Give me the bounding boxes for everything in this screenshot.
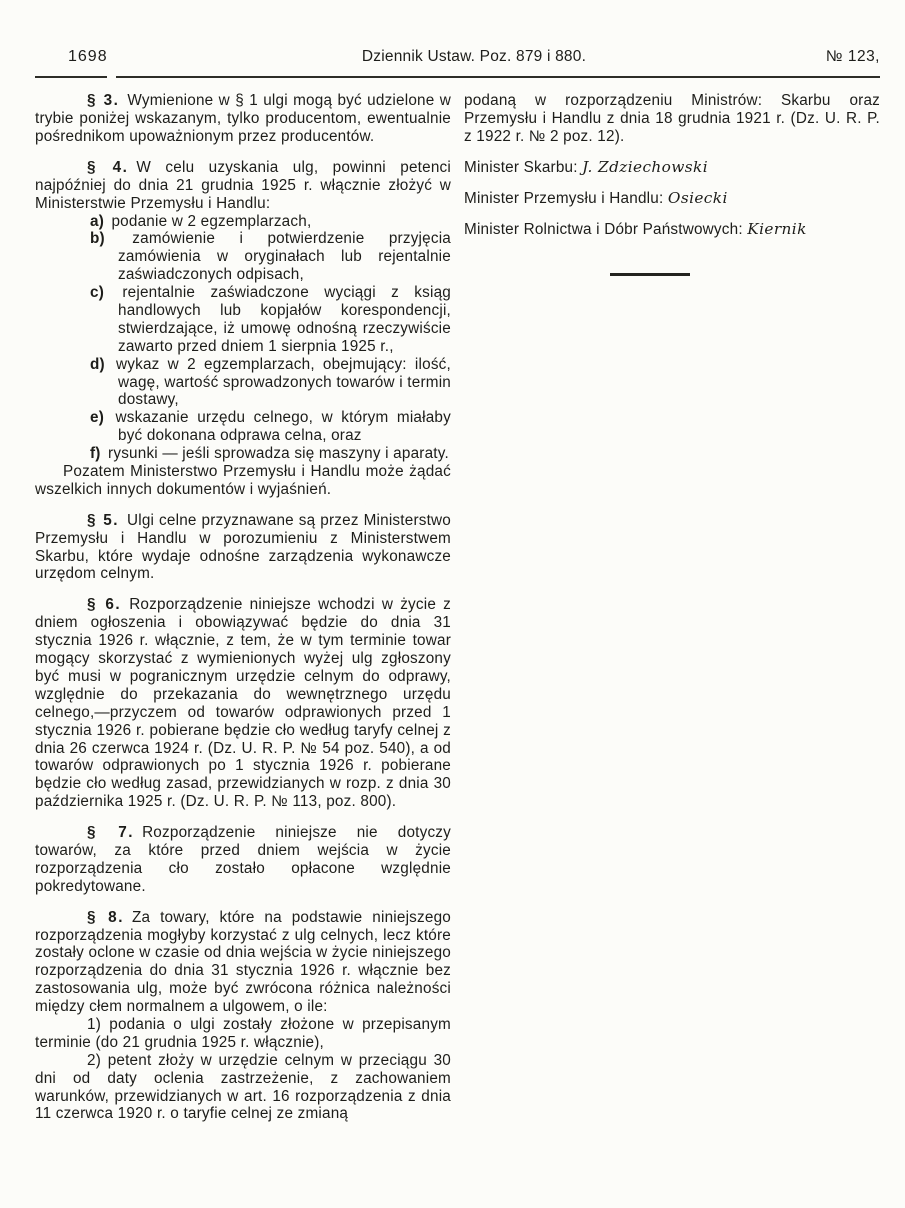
section-5-number: § 5. xyxy=(87,511,119,529)
section-3-text: Wymienione w § 1 ulgi mogą być udzielone w trybie poniżej wskazanym, tylko producentom, ewentualnie pośrednikom upoważnionym przez producentów. xyxy=(35,92,451,145)
page-header xyxy=(35,48,880,67)
section-4-text: W celu uzyskania ulg, powinni petenci najpóźniej do dnia 21 grudnia 1925 r. włącznie złożyć w Ministerstwie Przemysłu i Handlu: xyxy=(35,158,451,212)
condition-point-2-text: petent złoży w urzędzie celnym w przeciągu 30 dni od daty oclenia zastrzeżenie, z zachowaniem warunków, przewidzianych w art. 16 rozporządzenia z dnia 11 czerwca 1920 r. o taryfie celnej ze zmianą xyxy=(35,1051,452,1123)
journal-title: Dziennik Ustaw. Poz. 879 i 880. xyxy=(361,48,587,65)
section-3-number: § 3. xyxy=(87,92,120,110)
section-7-number: § 7. xyxy=(87,824,135,842)
section-6-number: § 6. xyxy=(87,596,122,614)
minister-signature: J. Zdziechowski xyxy=(582,157,708,176)
section-8-number: § 8. xyxy=(87,908,124,926)
paragraph-section-3 xyxy=(35,92,451,146)
minister-title: Minister Przemysłu i Handlu: xyxy=(464,189,664,207)
list-item-c-text: rejentalnie zaświadczone wyciągi z ksiąg handlowych lub kopjałów korespondencji, stwierdzające, iż umowę odnośną rzeczywiście zawarto przed dniem 1 sierpnia 1925 r., xyxy=(118,284,452,355)
list-item-c xyxy=(35,284,451,356)
header-rule-right-segment xyxy=(116,76,880,79)
condition-point-2-label: 2) xyxy=(87,1051,102,1069)
condition-point-1 xyxy=(35,1016,451,1052)
list-item-e-label: e) xyxy=(90,409,105,427)
requirements-list xyxy=(35,213,451,463)
condition-point-2 xyxy=(35,1052,451,1124)
list-item-f-text: rysunki — jeśli sprowadza się maszyny i aparaty. xyxy=(108,445,449,463)
minister-line-przemyslu xyxy=(464,190,880,208)
section-6-text: Rozporządzenie niniejsze wchodzi w życie z dniem ogłoszenia i obowiązywać będzie do dnia 31 stycznia 1926 r. włącznie, z tem, że w tym terminie towar mogący skorzystać z wymienionych wyżej ulg zgłoszony być musi w pogranicznym urzędzie celnym do odprawy, względnie do przekazania do wewnętrznego urzędu celnego,—przyczem od towarów odprawionych przed 1 stycznia 1926 r. pobierane będzie cło według taryfy celnej z dnia 26 czerwca 1924 r. (Dz. U. R. P. № 54 poz. 540), a od towarów odprawionych po 1 stycznia 1926 r. pobierane będzie cło według zasad, przewidzianych w rozp. z dnia 30 października 1925 r. (Dz. U. R. P. № 113, poz. 800). xyxy=(35,596,452,811)
list-item-b-label: b) xyxy=(90,230,105,248)
paragraph-section-4 xyxy=(35,159,451,213)
paragraph-section-4-closing: Pozatem Ministerstwo Przemysłu i Handlu może żądać wszelkich innych dokumentów i wyjaśnień. xyxy=(35,463,451,498)
minister-line-rolnictwa xyxy=(464,221,880,239)
continuation-paragraph: podaną w rozporządzeniu Ministrów: Skarbu oraz Przemysłu i Handlu z dnia 18 grudnia 1921 r. (Dz. U. R. P. z 1922 r. № 2 poz. 12). xyxy=(464,92,880,145)
list-item-a-label: a) xyxy=(90,212,105,230)
list-item-a-text: podanie w 2 egzemplarzach, xyxy=(111,212,312,230)
paragraph-section-8 xyxy=(35,909,451,1016)
list-item-a xyxy=(35,213,451,231)
section-7-text: Rozporządzenie niniejsze nie dotyczy towarów, za które przed dniem wejścia w życie rozporządzenia cło zostało opłacone względnie pokredytowane. xyxy=(35,824,451,895)
minister-title: Minister Rolnictwa i Dóbr Państwowych: xyxy=(464,220,743,238)
text-columns xyxy=(35,92,880,1123)
section-end-divider xyxy=(610,273,690,276)
minister-signature: Kiernik xyxy=(747,219,807,238)
header-rule-left-segment xyxy=(35,76,107,79)
list-item-f xyxy=(35,445,451,463)
list-item-b xyxy=(35,230,451,284)
minister-title: Minister Skarbu: xyxy=(464,158,578,176)
list-item-c-label: c) xyxy=(90,284,105,302)
minister-signature: Osiecki xyxy=(667,188,728,207)
right-column xyxy=(464,92,880,1123)
header-rule xyxy=(35,76,880,79)
left-column xyxy=(35,92,451,1123)
page-number: 1698 xyxy=(68,48,108,65)
section-4-number: § 4. xyxy=(87,158,129,176)
list-item-b-text: zamówienie i potwierdzenie przyjęcia zamówienia w oryginałach lub rejentalnie zaświadczonych odpisach, xyxy=(118,230,452,284)
section-8-text: Za towary, które na podstawie niniejszego rozporządzenia mogłyby korzystać z ulg celnych, lecz które zostały oclone w czasie od dnia wejścia w życie niniejszego rozporządzenia do dnia 31 stycznia 1926 r. włącznie bez zastosowania ulg, może być zwrócona różnica należności między cłem normalnem a ulgowem, o ile: xyxy=(35,908,451,1016)
condition-point-1-label: 1) xyxy=(87,1015,102,1033)
paragraph-section-6 xyxy=(35,596,451,811)
list-item-d-text: wykaz w 2 egzemplarzach, obejmujący: ilość, wagę, wartość sprowadzonych towarów i termin dostawy, xyxy=(116,355,451,409)
condition-point-1-text: podania o ulgi zostały złożone w przepisanym terminie (do 21 grudnia 1925 r. włącznie), xyxy=(35,1015,451,1051)
list-item-e xyxy=(35,409,451,445)
list-item-e-text: wskazanie urzędu celnego, w którym miałaby być dokonana odprawa celna, oraz xyxy=(115,409,451,445)
paragraph-section-5 xyxy=(35,512,451,584)
issue-number: № 123, xyxy=(825,48,880,65)
list-item-f-label: f) xyxy=(90,445,101,463)
list-item-d-label: d) xyxy=(90,355,105,373)
section-5-text: Ulgi celne przyznawane są przez Ministerstwo Przemysłu i Handlu w porozumieniu z Ministerstwem Skarbu, które wydaje odnośne zarządzenia wykonawcze urzędom celnym. xyxy=(35,511,451,583)
paragraph-section-7 xyxy=(35,824,451,896)
list-item-d xyxy=(35,356,451,410)
minister-line-skarbu xyxy=(464,159,880,177)
